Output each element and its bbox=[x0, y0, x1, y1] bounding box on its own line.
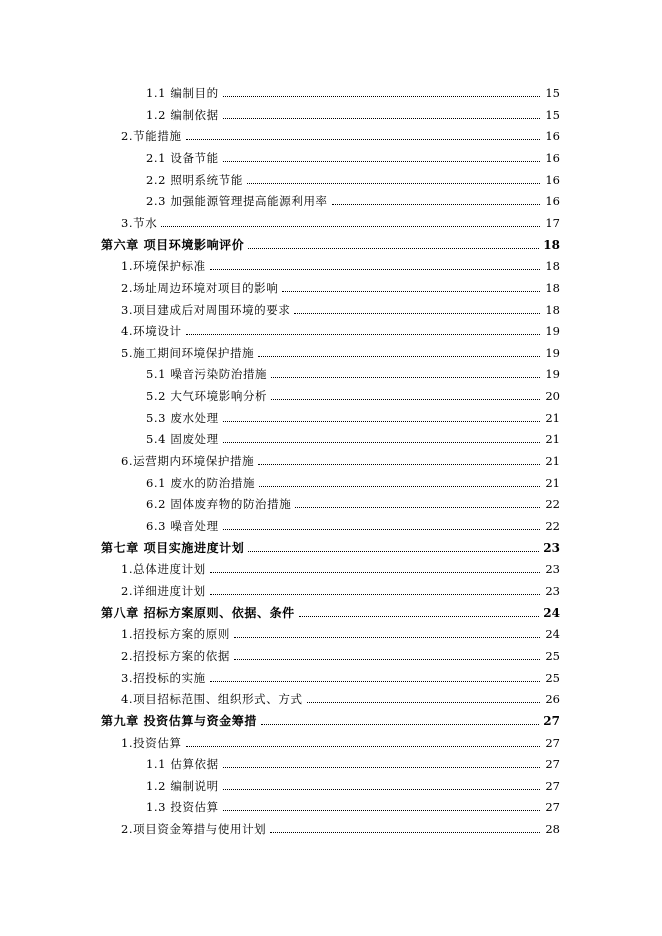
toc-dot-leader bbox=[186, 746, 540, 747]
toc-entry-title: 5.1 噪音污染防治措施 bbox=[146, 367, 268, 381]
toc-page-number: 27 bbox=[545, 757, 560, 771]
toc-entry[interactable] bbox=[146, 145, 560, 165]
toc-entry[interactable] bbox=[146, 167, 560, 187]
toc-page-number: 25 bbox=[545, 649, 560, 663]
toc-dot-leader bbox=[270, 832, 540, 833]
toc-page-number: 22 bbox=[545, 497, 560, 511]
toc-dot-leader bbox=[332, 204, 540, 205]
toc-page-number: 27 bbox=[543, 714, 560, 728]
toc-page-number: 15 bbox=[545, 108, 560, 122]
toc-entry-title: 第七章 项目实施进度计划 bbox=[101, 541, 245, 555]
toc-entry[interactable] bbox=[121, 123, 560, 143]
toc-dot-leader bbox=[258, 464, 540, 465]
toc-entry-title: 1.招投标方案的原则 bbox=[121, 627, 230, 641]
toc-entry-title: 2.1 设备节能 bbox=[146, 151, 219, 165]
toc-dot-leader bbox=[210, 594, 540, 595]
toc-entry[interactable] bbox=[121, 686, 560, 706]
toc-entry-title: 第六章 项目环境影响评价 bbox=[101, 238, 245, 252]
toc-entry-title: 1.环境保护标准 bbox=[121, 259, 206, 273]
toc-dot-leader bbox=[161, 226, 540, 227]
toc-entry-title: 2.项目资金筹措与使用计划 bbox=[121, 822, 267, 836]
toc-entry[interactable] bbox=[146, 773, 560, 793]
toc-page-number: 15 bbox=[545, 86, 560, 100]
toc-entry-title: 1.3 投资估算 bbox=[146, 800, 219, 814]
toc-dot-leader bbox=[223, 442, 540, 443]
toc-dot-leader bbox=[223, 810, 540, 811]
toc-entry-title: 5.施工期间环境保护措施 bbox=[121, 346, 255, 360]
toc-dot-leader bbox=[307, 702, 540, 703]
toc-page-number: 21 bbox=[545, 454, 560, 468]
toc-page-number: 18 bbox=[545, 281, 560, 295]
toc-dot-leader bbox=[282, 291, 540, 292]
toc-entry[interactable] bbox=[146, 102, 560, 122]
toc-dot-leader bbox=[186, 334, 540, 335]
toc-page-number: 25 bbox=[545, 671, 560, 685]
toc-page-number: 19 bbox=[545, 367, 560, 381]
toc-entry[interactable] bbox=[121, 210, 560, 230]
toc-dot-leader bbox=[223, 789, 540, 790]
toc-page-number: 16 bbox=[545, 151, 560, 165]
toc-entry[interactable] bbox=[121, 643, 560, 663]
toc-entry-title: 4.环境设计 bbox=[121, 324, 182, 338]
toc-entry[interactable] bbox=[121, 448, 560, 468]
toc-entry[interactable] bbox=[121, 297, 560, 317]
toc-entry-title: 5.3 废水处理 bbox=[146, 411, 219, 425]
toc-entry[interactable] bbox=[146, 426, 560, 446]
toc-entry-title: 3.招投标的实施 bbox=[121, 671, 206, 685]
toc-chapter-entry[interactable] bbox=[101, 600, 560, 620]
toc-entry[interactable] bbox=[146, 188, 560, 208]
toc-entry-title: 2.招投标方案的依据 bbox=[121, 649, 230, 663]
toc-page-number: 16 bbox=[545, 194, 560, 208]
toc-dot-leader bbox=[223, 529, 540, 530]
toc-dot-leader bbox=[247, 183, 540, 184]
toc-dot-leader bbox=[223, 421, 540, 422]
toc-page-number: 23 bbox=[543, 541, 560, 555]
toc-entry-title: 2.2 照明系统节能 bbox=[146, 173, 243, 187]
toc-page-number: 23 bbox=[545, 562, 560, 576]
toc-dot-leader bbox=[223, 96, 540, 97]
toc-page-number: 26 bbox=[545, 692, 560, 706]
toc-dot-leader bbox=[186, 139, 540, 140]
toc-entry-title: 1.1 估算依据 bbox=[146, 757, 219, 771]
toc-page-number: 18 bbox=[545, 303, 560, 317]
toc-dot-leader bbox=[210, 681, 540, 682]
toc-entry[interactable] bbox=[121, 621, 560, 641]
toc-page-number: 17 bbox=[545, 216, 560, 230]
toc-entry[interactable] bbox=[121, 275, 560, 295]
toc-entry-title: 6.1 废水的防治措施 bbox=[146, 476, 256, 490]
toc-entry[interactable] bbox=[146, 751, 560, 771]
toc-dot-leader bbox=[223, 118, 540, 119]
toc-entry[interactable] bbox=[146, 491, 560, 511]
toc-entry[interactable] bbox=[146, 383, 560, 403]
toc-entry[interactable] bbox=[121, 253, 560, 273]
toc-entry-title: 3.项目建成后对周围环境的要求 bbox=[121, 303, 291, 317]
toc-entry[interactable] bbox=[121, 556, 560, 576]
toc-page-number: 27 bbox=[545, 779, 560, 793]
toc-entry-title: 1.投资估算 bbox=[121, 736, 182, 750]
toc-entry[interactable] bbox=[121, 730, 560, 750]
toc-page-number: 21 bbox=[545, 476, 560, 490]
toc-entry-title: 6.3 噪音处理 bbox=[146, 519, 219, 533]
toc-dot-leader bbox=[223, 161, 540, 162]
toc-entry-title: 5.2 大气环境影响分析 bbox=[146, 389, 268, 403]
toc-entry[interactable] bbox=[121, 665, 560, 685]
toc-page-number: 18 bbox=[543, 238, 560, 252]
toc-dot-leader bbox=[258, 356, 540, 357]
toc-dot-leader bbox=[210, 572, 540, 573]
toc-page-number: 19 bbox=[545, 346, 560, 360]
toc-entry[interactable] bbox=[146, 80, 560, 100]
toc-entry[interactable] bbox=[121, 318, 560, 338]
toc-dot-leader bbox=[234, 659, 540, 660]
toc-entry[interactable] bbox=[121, 340, 560, 360]
toc-entry-title: 第九章 投资估算与资金筹措 bbox=[101, 714, 257, 728]
toc-page-number: 24 bbox=[543, 606, 560, 620]
toc-dot-leader bbox=[271, 399, 540, 400]
toc-dot-leader bbox=[295, 507, 540, 508]
toc-page-number: 20 bbox=[545, 389, 560, 403]
toc-page-number: 16 bbox=[545, 129, 560, 143]
toc-dot-leader bbox=[294, 313, 540, 314]
toc-page-number: 19 bbox=[545, 324, 560, 338]
toc-entry-title: 1.2 编制依据 bbox=[146, 108, 219, 122]
toc-entry-title: 1.总体进度计划 bbox=[121, 562, 206, 576]
toc-page-number: 16 bbox=[545, 173, 560, 187]
toc-page-number: 22 bbox=[545, 519, 560, 533]
toc-page-number: 23 bbox=[545, 584, 560, 598]
toc-entry[interactable] bbox=[146, 513, 560, 533]
toc-dot-leader bbox=[299, 616, 540, 617]
toc-entry[interactable] bbox=[146, 361, 560, 381]
toc-entry[interactable] bbox=[121, 578, 560, 598]
toc-entry-title: 第八章 招标方案原则、依据、条件 bbox=[101, 606, 295, 620]
toc-dot-leader bbox=[210, 269, 540, 270]
toc-entry[interactable] bbox=[121, 816, 560, 836]
toc-page-number: 24 bbox=[545, 627, 560, 641]
toc-dot-leader bbox=[223, 767, 540, 768]
toc-page-number: 27 bbox=[545, 736, 560, 750]
toc-page-number: 21 bbox=[545, 411, 560, 425]
toc-chapter-entry[interactable] bbox=[101, 708, 560, 728]
toc-dot-leader bbox=[248, 248, 539, 249]
toc-entry-title: 1.2 编制说明 bbox=[146, 779, 219, 793]
toc-entry-title: 4.项目招标范围、组织形式、方式 bbox=[121, 692, 303, 706]
toc-dot-leader bbox=[261, 724, 539, 725]
toc-page-number: 18 bbox=[545, 259, 560, 273]
toc-entry-title: 2.详细进度计划 bbox=[121, 584, 206, 598]
toc-entry-title: 1.1 编制目的 bbox=[146, 86, 219, 100]
toc-dot-leader bbox=[259, 486, 540, 487]
toc-page-number: 21 bbox=[545, 432, 560, 446]
toc-entry[interactable] bbox=[146, 470, 560, 490]
toc-entry-title: 2.场址周边环境对项目的影响 bbox=[121, 281, 279, 295]
toc-entry-title: 6.运营期内环境保护措施 bbox=[121, 454, 255, 468]
toc-page-number: 27 bbox=[545, 800, 560, 814]
toc-entry-title: 3.节水 bbox=[121, 216, 158, 230]
toc-page-number: 28 bbox=[545, 822, 560, 836]
toc-entry-title: 2.节能措施 bbox=[121, 129, 182, 143]
toc-chapter-entry[interactable] bbox=[101, 535, 560, 555]
toc-entry[interactable] bbox=[146, 405, 560, 425]
toc-dot-leader bbox=[248, 551, 539, 552]
toc-dot-leader bbox=[234, 637, 540, 638]
toc-entry-title: 6.2 固体废弃物的防治措施 bbox=[146, 497, 292, 511]
toc-dot-leader bbox=[271, 377, 540, 378]
toc-chapter-entry[interactable] bbox=[101, 232, 560, 252]
toc-entry[interactable] bbox=[146, 794, 560, 814]
toc-entry-title: 5.4 固废处理 bbox=[146, 432, 219, 446]
toc-entry-title: 2.3 加强能源管理提高能源利用率 bbox=[146, 194, 328, 208]
